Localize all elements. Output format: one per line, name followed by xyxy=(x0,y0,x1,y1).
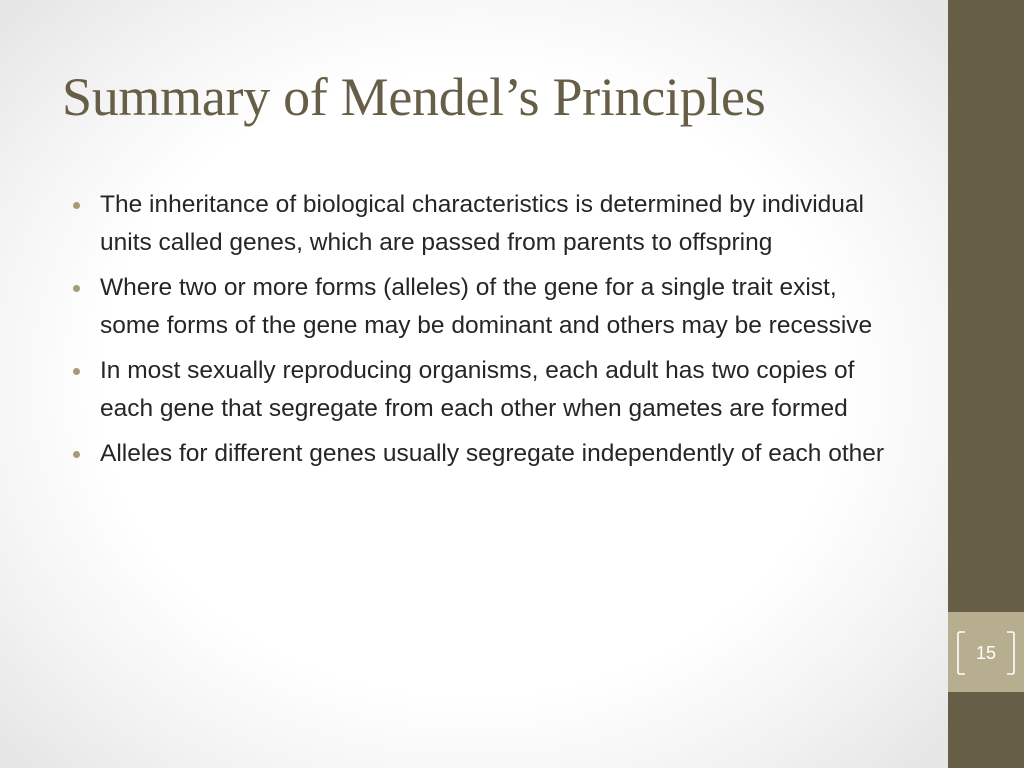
bullet-marker-icon xyxy=(73,451,80,458)
bullet-marker-icon xyxy=(73,285,80,292)
bullet-marker-icon xyxy=(73,368,80,375)
bullet-item xyxy=(100,269,900,344)
bullet-item xyxy=(100,352,900,427)
bullet-text: The inheritance of biological characteristics is determined by individual units called genes, which are passed from parents to offspring xyxy=(100,191,864,256)
bullet-text: Where two or more forms (alleles) of the gene for a single trait exist, some forms of the gene may be dominant and others may be recessive xyxy=(100,274,873,339)
bullet-text: In most sexually reproducing organisms, each adult has two copies of each gene that segregate from each other when gametes are formed xyxy=(100,357,855,422)
bullet-item xyxy=(100,435,900,473)
bullet-list xyxy=(100,186,900,481)
slide-title: Summary of Mendel’s Principles xyxy=(62,67,766,127)
bullet-item xyxy=(100,186,900,261)
bullet-marker-icon xyxy=(73,202,80,209)
bullet-text: Alleles for different genes usually segregate independently of each other xyxy=(100,440,885,467)
page-number: 15 xyxy=(975,643,997,663)
